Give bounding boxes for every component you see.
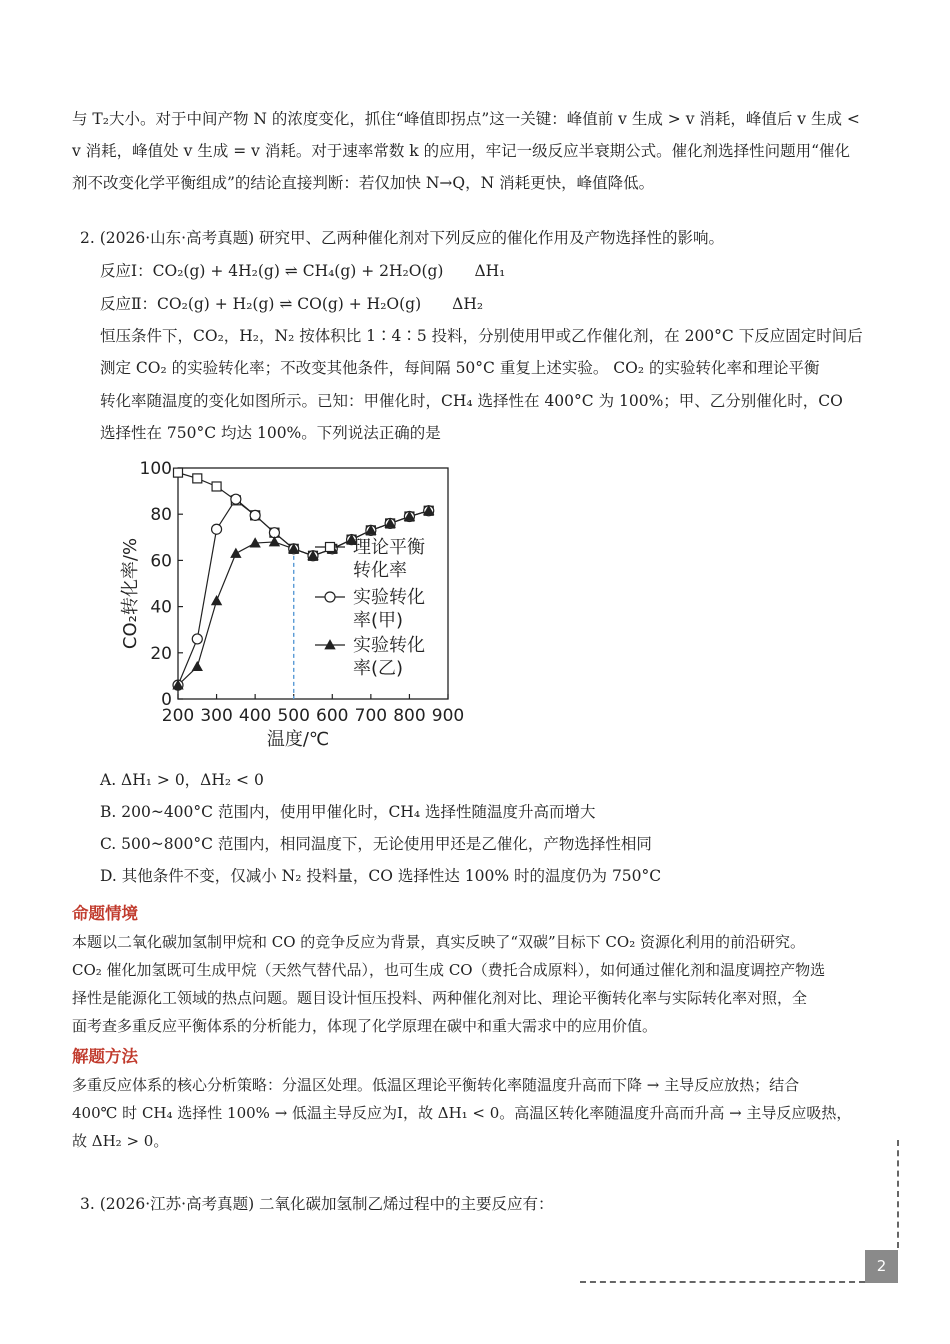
- x-tick-label: 900: [431, 706, 465, 726]
- y-tick-label: 0: [161, 690, 172, 710]
- data-point-2: [212, 596, 222, 605]
- context-line-4: 面考查多重反应平衡体系的分析能力，体现了化学原理在碳中和重大需求中的应用价值。: [72, 1017, 658, 1035]
- legend-label: 实验转化: [353, 587, 425, 608]
- x-tick-label: 400: [238, 706, 272, 726]
- x-tick-label: 800: [393, 706, 426, 726]
- context-heading: 命题情境: [72, 904, 138, 923]
- reaction-1: 反应Ⅰ：CO₂(g) + 4H₂(g) ⇌ CH₄(g) + 2H₂O(g) ΔH₁: [100, 262, 506, 280]
- x-tick-label: 200: [161, 706, 195, 726]
- y-tick-label: 20: [150, 643, 172, 664]
- x-tick-label: 500: [277, 706, 310, 726]
- intro-line-1: 与 T₂大小。对于中间产物 N 的浓度变化，抓住“峰值即拐点”这一关键：峰值前 v 生成 > v 消耗，峰值后 v 生成 <: [72, 110, 860, 128]
- condition-line-1: 恒压条件下，CO₂，H₂，N₂ 按体积比 1∶4∶5 投料，分别使用甲或乙作催化剂，在 200°C 下反应固定时间后: [100, 327, 863, 345]
- method-line-1: 多重反应体系的核心分析策略：分温区处理。低温区理论平衡转化率随温度升高而下降 → 主导反应放热；结合: [72, 1076, 800, 1094]
- context-line-3: 择性是能源化工领域的热点问题。题目设计恒压投料、两种催化剂对比、理论平衡转化率与实际转化率对照，全: [72, 989, 808, 1007]
- context-line-1: 本题以二氧化碳加氢制甲烷和 CO 的竞争反应为背景，真实反映了“双碳”目标下 CO₂ 资源化利用的前沿研究。: [72, 933, 805, 951]
- data-point-0: [193, 474, 202, 483]
- x-tick-label: 300: [200, 706, 233, 726]
- method-line-2: 400℃ 时 CH₄ 选择性 100% → 低温主导反应为I，故 ΔH₁ < 0。高温区转化率随温度升高而升高 → 主导反应吸热，: [72, 1104, 852, 1122]
- legend-label-cont: 率(乙): [353, 658, 404, 679]
- page-corner-horizontal-dash: [580, 1281, 865, 1283]
- method-line-3: 故 ΔH₂ > 0。: [72, 1132, 169, 1150]
- reaction-2: 反应Ⅱ：CO₂(g) + H₂(g) ⇌ CO(g) + H₂O(g) ΔH₂: [100, 295, 484, 313]
- option-b: B. 200~400°C 范围内，使用甲催化时，CH₄ 选择性随温度升高而增大: [100, 803, 596, 821]
- y-tick-label: 40: [150, 597, 172, 618]
- option-d: D. 其他条件不变，仅减小 N₂ 投料量，CO 选择性达 100% 时的温度仍为 750°C: [100, 867, 662, 885]
- legend-marker: [326, 543, 335, 552]
- y-tick-label: 100: [139, 459, 172, 479]
- data-point-2: [269, 537, 279, 546]
- option-c: C. 500~800°C 范围内，相同温度下，无论使用甲还是乙催化，产物选择性相同: [100, 835, 652, 853]
- condition-line-3: 转化率随温度的变化如图所示。已知：甲催化时，CH₄ 选择性在 400°C 为 100%；甲、乙分别催化时，CO: [100, 392, 843, 410]
- data-point-0: [174, 468, 183, 477]
- context-line-2: CO₂ 催化加氢既可生成甲烷（天然气替代品），也可生成 CO（费托合成原料），如何通过催化剂和温度调控产物选: [72, 961, 826, 979]
- data-point-1: [212, 524, 222, 534]
- legend-label-cont: 率(甲): [353, 610, 404, 631]
- data-point-1: [250, 510, 260, 520]
- condition-line-4: 选择性在 750°C 均达 100%。下列说法正确的是: [100, 424, 441, 442]
- condition-line-2: 测定 CO₂ 的实验转化率；不改变其他条件，每间隔 50°C 重复上述实验。 CO₂ 的实验转化率和理论平衡: [100, 359, 820, 377]
- method-heading: 解题方法: [72, 1047, 138, 1066]
- legend-label: 理论平衡: [353, 537, 425, 558]
- intro-line-2: v 消耗，峰值处 v 生成 = v 消耗。对于速率常数 k 的应用，牢记一级反应半衰期公式。催化剂选择性问题用“催化: [72, 142, 850, 160]
- legend-marker: [325, 592, 335, 602]
- page-number: 2: [865, 1250, 898, 1283]
- legend-label-cont: 转化率: [353, 560, 407, 581]
- option-a: A. ΔH₁ > 0，ΔH₂ < 0: [100, 771, 264, 789]
- question-2-stem: 2. (2026·山东·高考真题) 研究甲、乙两种催化剂对下列反应的催化作用及产物选择性的影响。: [80, 229, 725, 247]
- chart-svg: [115, 455, 475, 750]
- x-axis-label: 温度/℃: [266, 729, 330, 750]
- data-point-2: [231, 548, 241, 557]
- question-3-stem: 3. (2026·江苏·高考真题) 二氧化碳加氢制乙烯过程中的主要反应有：: [80, 1195, 554, 1213]
- page-corner-vertical-dash: [897, 1140, 899, 1248]
- x-tick-label: 700: [354, 706, 388, 726]
- data-point-2: [192, 662, 202, 671]
- conversion-chart: [115, 455, 475, 750]
- legend-label: 实验转化: [353, 635, 425, 656]
- data-point-1: [231, 494, 241, 504]
- data-point-0: [212, 482, 221, 491]
- intro-line-3: 剂不改变化学平衡组成”的结论直接判断：若仅加快 N→Q，N 消耗更快，峰值降低。: [72, 174, 655, 192]
- y-axis-label: CO₂转化率/%: [120, 537, 141, 650]
- y-tick-label: 80: [150, 505, 172, 526]
- plot-frame: [178, 468, 448, 699]
- data-point-1: [192, 634, 202, 644]
- x-tick-label: 600: [316, 706, 349, 726]
- y-tick-label: 60: [150, 551, 172, 572]
